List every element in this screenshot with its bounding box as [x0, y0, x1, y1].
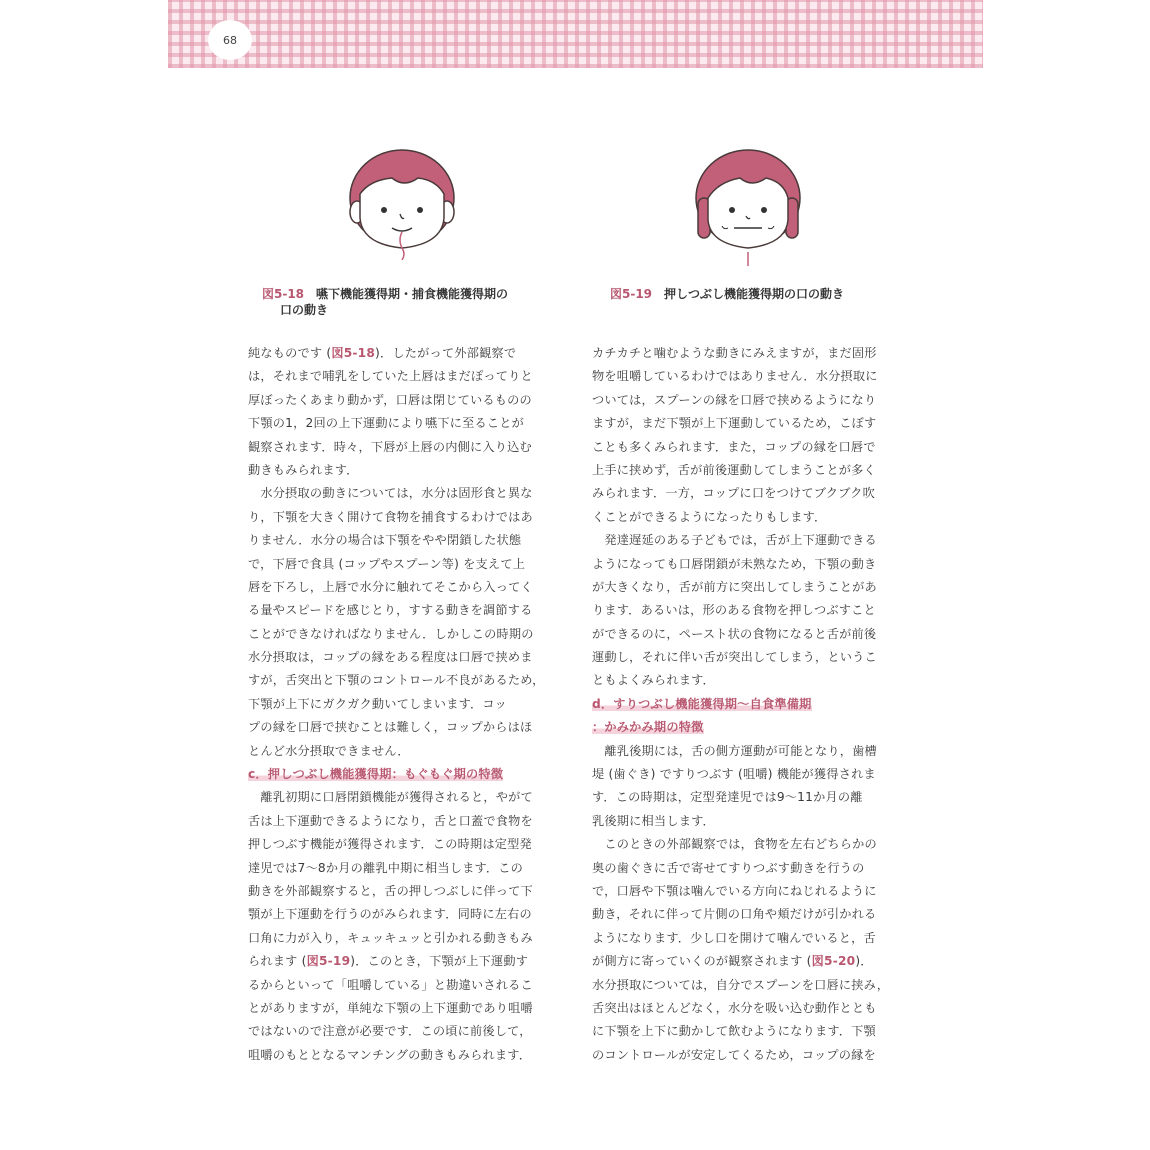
text-line: ります．あるいは，形のある食物を押しつぶすこと [592, 603, 876, 618]
text-line: 舌突出はほとんどなく，水分を吸い込む動作ととも [592, 1000, 877, 1015]
text-line: 純なものです (図5-18)．したがって外部観察で [248, 346, 517, 360]
page-number: 68 [208, 20, 252, 60]
text-line: り，下顎を大きく開けて食物を捕食するわけではあ [248, 509, 533, 524]
text-line: 乳後期に相当します． [592, 813, 715, 828]
text-line: りません．水分の場合は下顎をやや閉鎖した状態 [248, 533, 522, 548]
text-line: は，それまで哺乳をしていた上唇はまだぽってりと [248, 369, 533, 384]
figure-5-19-face-illustration [694, 148, 802, 266]
text-line: ついては，スプーンの縁を口唇で挟めるようになり [592, 392, 877, 407]
text-line: カチカチと噛むような動きにみえますが，まだ固形 [592, 346, 877, 360]
figure-label: 図5-18 [262, 287, 305, 301]
text-line: るからといって「咀嚼している」と勘違いされるこ [248, 977, 533, 992]
text-line: が側方に寄っていくのが観察されます (図5-20)． [592, 954, 873, 969]
text-line: が大きくなり，舌が前方に突出してしまうことがあ [592, 579, 877, 594]
figure-title: 押しつぶし機能獲得期の口の動き [664, 287, 845, 301]
text-line: 離乳初期に口唇閉鎖機能が獲得されると，やがて [248, 790, 533, 805]
text-line: とんど水分摂取できません． [248, 743, 410, 758]
section-heading-d-cont: ：かみかみ期の特徴 [592, 720, 704, 735]
text-line: 離乳後期には，舌の側方運動が可能となり，歯槽 [592, 743, 877, 758]
text-line: 唇を下ろし，上唇で水分に触れてそこから入ってく [248, 579, 533, 594]
text-line: す．この時期は，定型発達児では9～11か月の離 [592, 790, 863, 805]
text-line: 押しつぶす機能が獲得されます．この時期は定型発 [248, 837, 532, 852]
text-line: る量やスピードを感じとり，すする動きを調節する [248, 603, 533, 618]
text-line: 下顎が上下にガクガク動いてしまいます．コッ [248, 696, 507, 711]
text-line: 動きもみられます． [248, 462, 359, 477]
body-text-left-column [248, 342, 560, 1067]
text-line: 顎が上下運動を行うのがみられます．同時に左右の [248, 907, 532, 922]
section-heading-c: c．押しつぶし機能獲得期：もぐもぐ期の特徴 [248, 767, 504, 782]
text-line: 水分摂取の動きについては，水分は固形食と異な [248, 486, 533, 501]
text-line: 運動し，それに伴い舌が突出してしまう，というこ [592, 650, 877, 665]
text-line: 厚ぼったくあまり動かず，口唇は閉じているものの [248, 392, 532, 407]
text-line: で，口唇や下顎は噛んでいる方向にねじれるように [592, 883, 877, 898]
text-line: 上手に挟めず，舌が前後運動してしまうことが多く [592, 462, 876, 477]
figure-5-19-caption [610, 286, 910, 302]
figure-reference: 図5-20 [811, 954, 856, 969]
text-line: 舌は上下運動できるようになり，舌と口蓋で食物を [248, 813, 533, 828]
text-line: 水分摂取については，自分でスプーンを口唇に挟み， [592, 977, 890, 992]
text-line: に下顎を上下に動かして飲むようになります．下顎 [592, 1024, 876, 1039]
text-line: ではないので注意が必要です．この頃に前後して， [248, 1024, 532, 1039]
section-heading-d: d．すりつぶし機能獲得期～自食準備期 [592, 696, 812, 711]
text-line: 下顎の1，2回の上下運動により嚥下に至ることが [248, 416, 525, 431]
text-line: のコントロールが安定してくるため，コップの縁を [592, 1047, 876, 1062]
text-line: とがありますが，単純な下顎の上下運動であり咀嚼 [248, 1000, 533, 1015]
text-line: 口角に力が入り，キュッキュッと引かれる動きもみ [248, 930, 533, 945]
text-line: ますが，まだ下顎が上下運動しているため，こぼす [592, 416, 877, 431]
text-line: このときの外部観察では，食物を左右どちらかの [592, 837, 877, 852]
page-header-pattern [168, 0, 983, 68]
figure-5-18-caption [262, 286, 562, 318]
text-line: ができるのに，ペースト状の食物になると舌が前後 [592, 626, 877, 641]
text-line: すが，舌突出と下顎のコントロール不良があるため， [248, 673, 545, 688]
text-line: ようになっても口唇閉鎖が未熟なため，下顎の動き [592, 556, 877, 571]
text-line: プの縁を口唇で挟むことは難しく，コップからはほ [248, 720, 533, 735]
text-line: 物を咀嚼しているわけではありません．水分摂取に [592, 369, 878, 384]
figure-title-cont: 口の動き [280, 303, 329, 317]
body-text-right-column [592, 342, 904, 1067]
text-line: 咀嚼のもととなるマンチングの動きもみられます． [248, 1047, 532, 1062]
text-line: ことも多くみられます．また，コップの縁を口唇で [592, 439, 876, 454]
text-line: 観察されます．時々，下唇が上唇の内側に入り込む [248, 439, 532, 454]
text-line: 達児では7～8か月の離乳中期に相当します．この [248, 860, 524, 875]
figure-title: 嚥下機能獲得期・捕食機能獲得期の [316, 287, 509, 301]
text-line: ことができなければなりません．しかしこの時期の [248, 626, 534, 641]
text-line: 奥の歯ぐきに舌で寄せてすりつぶす動きを行うの [592, 860, 865, 875]
text-line: 水分摂取は，コップの縁をある程度は口唇で挟めま [248, 650, 533, 665]
text-line: 動き，それに伴って片側の口角や頬だけが引かれる [592, 907, 877, 922]
text-line: 堤 (歯ぐき) ですりつぶす (咀嚼) 機能が獲得されま [592, 767, 876, 782]
figure-reference: 図5-18 [331, 346, 376, 360]
figure-label: 図5-19 [610, 287, 653, 301]
text-line: 動きを外部観察すると，舌の押しつぶしに伴って下 [248, 883, 533, 898]
text-line: 発達遅延のある子どもでは，舌が上下運動できる [592, 533, 877, 548]
figure-5-18-face-illustration [348, 148, 456, 260]
figure-reference: 図5-19 [306, 954, 351, 969]
text-line: みられます．一方，コップに口をつけてブクブク吹 [592, 486, 875, 501]
text-line: ともよくみられます． [592, 673, 715, 688]
text-line: くことができるようになったりもします． [592, 509, 827, 524]
text-line: ようになります．少し口を開けて噛んでいると，舌 [592, 930, 876, 945]
text-line: で，下唇で食具 (コップやスプーン等) を支えて上 [248, 556, 526, 571]
text-line: られます (図5-19)．このとき，下顎が上下運動す [248, 954, 529, 969]
